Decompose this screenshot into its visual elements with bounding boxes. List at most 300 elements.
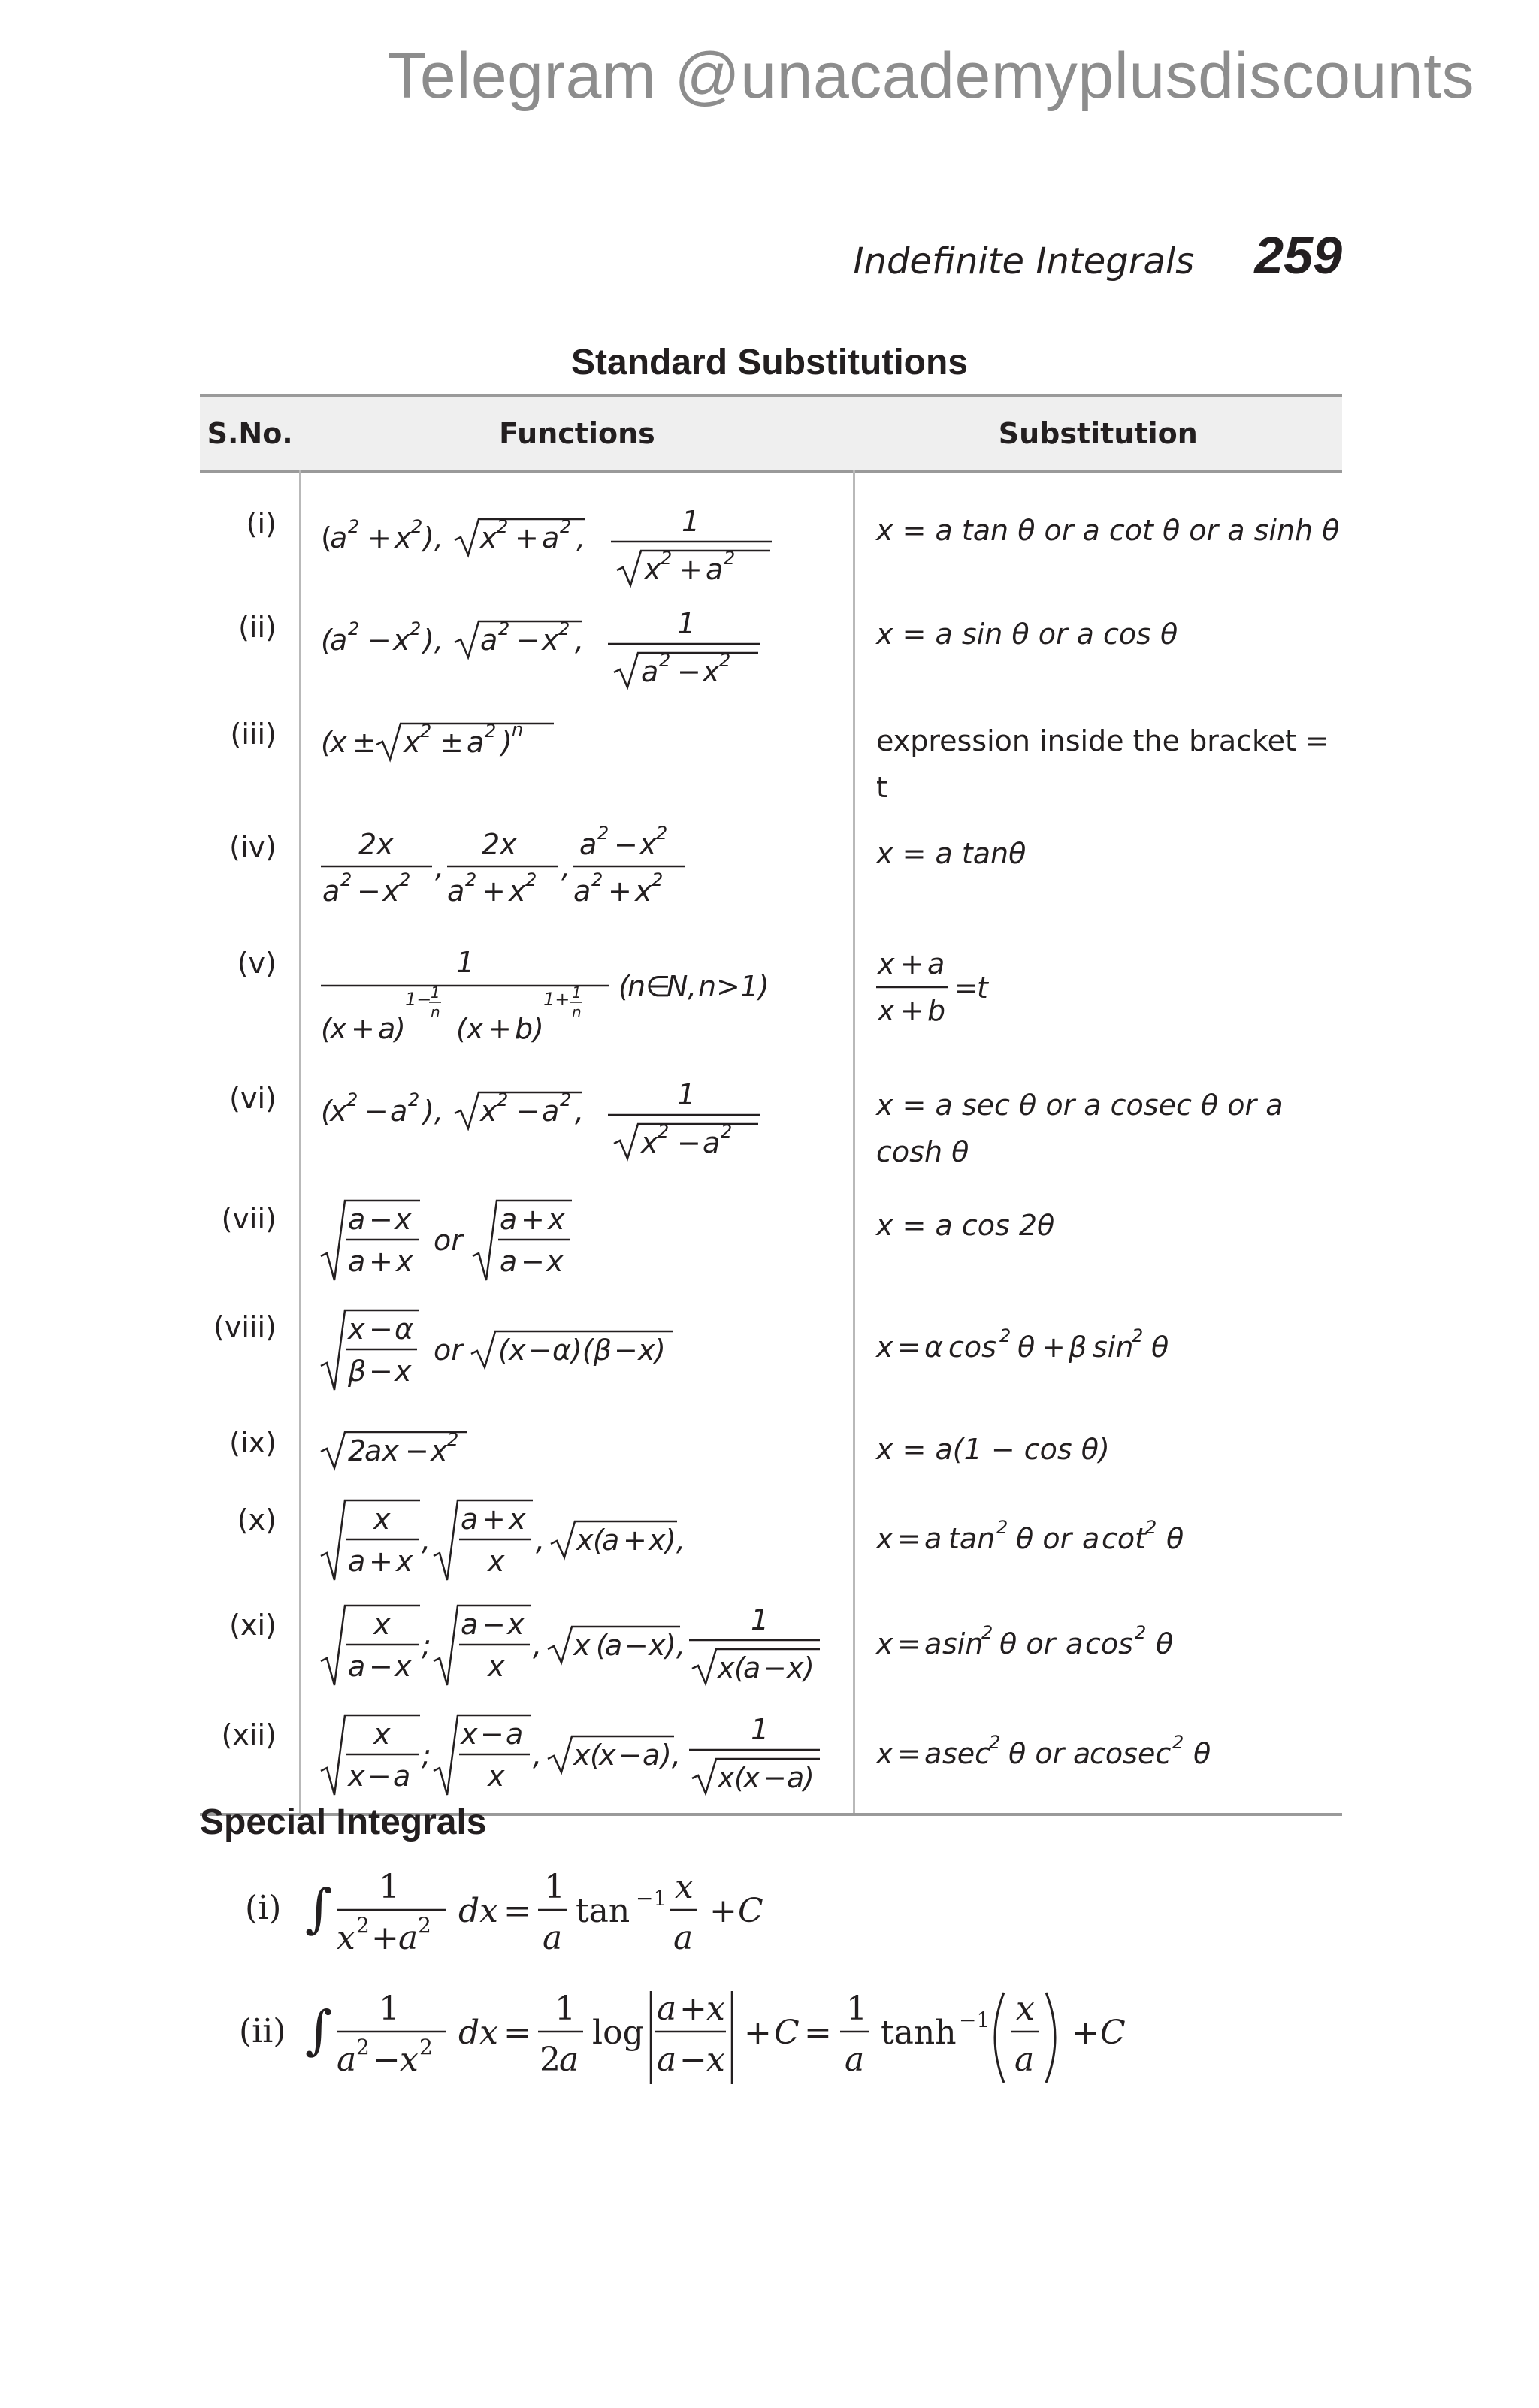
row-substitution-cell (854, 927, 1343, 1062)
svg-text:a: a (657, 2041, 677, 2079)
functions-math (321, 1592, 847, 1690)
row-number: (viii) (213, 1310, 277, 1343)
svg-text:+: + (900, 994, 924, 1027)
svg-text:2: 2 (591, 869, 603, 890)
svg-text:x: x (598, 1739, 616, 1772)
svg-text:θ: θ (1017, 1331, 1036, 1364)
svg-text:+: + (607, 875, 632, 908)
svg-text:sec: sec (942, 1737, 991, 1770)
svg-text:2: 2 (1145, 1517, 1157, 1538)
svg-text:a: a (446, 875, 465, 908)
svg-text:a: a (845, 2041, 865, 2079)
svg-text:x: x (394, 1203, 412, 1236)
svg-text:2: 2 (446, 1429, 459, 1450)
svg-text:x: x (394, 1650, 412, 1683)
svg-text:−: − (679, 2041, 707, 2079)
svg-text:x: x (547, 1203, 565, 1236)
svg-text:x: x (643, 553, 661, 586)
svg-text:),: ), (664, 1524, 685, 1557)
page-number: 259 (1254, 226, 1342, 285)
svg-text:θ: θ (1151, 1331, 1169, 1364)
row-number: (iv) (229, 830, 277, 863)
svg-text:a: a (329, 521, 348, 554)
svg-text:x: x (337, 1919, 355, 1957)
svg-text:x: x (329, 726, 347, 759)
special-integral-2 (239, 1982, 1222, 2087)
svg-text:a: a (786, 1761, 805, 1794)
svg-text:=: = (897, 1331, 921, 1364)
svg-text:n: n (571, 1003, 582, 1021)
row-number: (xii) (221, 1718, 277, 1751)
row-functions (300, 811, 854, 927)
svg-text:x: x (634, 875, 652, 908)
svg-text:x: x (347, 1313, 365, 1346)
svg-text:+: + (367, 521, 392, 554)
svg-text:2: 2 (597, 823, 609, 844)
svg-text:1: 1 (455, 946, 475, 979)
svg-text:,: , (535, 1524, 545, 1557)
table-row (200, 1291, 1342, 1406)
svg-text:x: x (706, 2041, 725, 2079)
svg-text:−: − (367, 624, 392, 657)
row-substitution: expression inside the bracket = t (876, 724, 1329, 804)
svg-text:x: x (395, 1245, 413, 1278)
svg-text:a: a (573, 875, 591, 908)
svg-text:x: x (508, 1334, 526, 1367)
svg-text:log: log (592, 2014, 644, 2052)
svg-text:a: a (392, 1760, 411, 1793)
svg-text:x: x (702, 655, 720, 688)
svg-text:+: + (514, 521, 539, 554)
svg-text:): ) (500, 726, 512, 759)
functions-math (321, 596, 847, 693)
svg-text:2: 2 (989, 1732, 1001, 1753)
svg-text:n: n (430, 1003, 440, 1021)
row-substitution: x = a tanθ (876, 837, 1027, 870)
svg-text:θ or: θ or (1008, 1737, 1065, 1770)
svg-text:a: a (640, 655, 659, 688)
svg-text:a: a (347, 1203, 366, 1236)
svg-text:2: 2 (723, 548, 736, 569)
functions-math (321, 933, 847, 1053)
svg-text:a: a (347, 1650, 366, 1683)
svg-text:−: − (368, 1313, 393, 1346)
svg-text:),: ), (664, 1629, 685, 1662)
svg-text:+: + (678, 553, 703, 586)
substitution-math (876, 1488, 1342, 1571)
svg-text:2: 2 (398, 869, 411, 890)
svg-text:=: = (897, 1627, 921, 1660)
svg-text:−: − (762, 1651, 787, 1684)
svg-text:,: , (532, 1629, 542, 1662)
svg-text:x: x (373, 1718, 391, 1751)
substitution-math (876, 1297, 1342, 1379)
svg-text:∫: ∫ (305, 1999, 333, 2061)
svg-text:1: 1 (379, 1868, 400, 1906)
svg-text:cos: cos (948, 1331, 996, 1364)
row-functions (300, 1062, 854, 1183)
svg-text:x: x (639, 828, 657, 861)
svg-text:α: α (394, 1313, 413, 1346)
svg-text:n: n (511, 719, 524, 740)
svg-text:−: − (624, 1629, 649, 1662)
functions-math (321, 1297, 847, 1394)
svg-text:cos: cos (1085, 1627, 1133, 1660)
svg-text:2: 2 (996, 1517, 1008, 1538)
svg-text:a: a (322, 875, 340, 908)
svg-text:2: 2 (999, 1325, 1011, 1346)
svg-text:a: a (579, 828, 597, 861)
table-row (200, 1589, 1342, 1699)
svg-text:1: 1 (430, 983, 440, 1002)
special-integral-1 (245, 1862, 921, 1959)
svg-text:2: 2 (356, 2035, 370, 2059)
svg-text:x: x (479, 1095, 497, 1128)
functions-math (321, 494, 847, 591)
svg-text:dx: dx (458, 2014, 498, 2052)
svg-text:x: x (876, 1331, 893, 1364)
svg-text:a: a (927, 947, 945, 980)
svg-text:x: x (675, 1868, 694, 1906)
svg-text:2: 2 (658, 650, 671, 671)
svg-text:+: + (481, 875, 506, 908)
svg-text:−: − (528, 1334, 552, 1367)
table-header-row (200, 395, 1342, 472)
svg-text:x: x (878, 994, 895, 1027)
svg-text:x: x (487, 1545, 505, 1578)
svg-text:(: ( (589, 1739, 601, 1772)
svg-text:n: n (627, 970, 646, 1003)
svg-text:x: x (487, 1760, 505, 1793)
substitution-math (876, 1703, 1342, 1786)
special-integrals-title: Special Integrals (200, 1802, 487, 1842)
svg-text:x: x (394, 1355, 412, 1388)
row-functions (300, 1484, 854, 1589)
svg-text:,: , (687, 970, 697, 1003)
svg-text:∫: ∫ (305, 1878, 333, 1939)
svg-text:2: 2 (358, 828, 377, 861)
svg-text:2: 2 (347, 618, 360, 639)
svg-text:x: x (876, 1737, 893, 1770)
svg-text:a: a (460, 1503, 479, 1536)
svg-text:2: 2 (651, 869, 664, 890)
watermark: Telegram @unacademyplusdiscounts (387, 40, 1474, 112)
row-number: (vii) (221, 1202, 277, 1235)
row-number: (x) (237, 1503, 277, 1536)
svg-text:+: + (350, 1012, 375, 1045)
svg-text:x: x (573, 1629, 591, 1662)
svg-text:−: − (762, 1761, 787, 1794)
row-number: (vi) (229, 1082, 277, 1115)
svg-text:x: x (876, 1522, 893, 1555)
svg-text:2: 2 (540, 2041, 561, 2079)
svg-text:x: x (508, 1503, 526, 1536)
svg-text:C: C (738, 1892, 763, 1930)
svg-text:(: ( (455, 1012, 467, 1045)
header-functions: Functions (300, 395, 854, 472)
running-head (853, 225, 1342, 286)
row-functions (300, 1699, 854, 1814)
svg-text:x: x (373, 1503, 391, 1536)
svg-text:x: x (576, 1524, 594, 1557)
svg-text:θ: θ (1156, 1627, 1174, 1660)
svg-text:2: 2 (657, 1121, 670, 1142)
row-substitution: x = a cos 2θ (876, 1209, 1055, 1242)
svg-text:a: a (657, 1990, 677, 2028)
svg-text:x: x (329, 1012, 347, 1045)
svg-text:2: 2 (660, 548, 673, 569)
functions-math (321, 705, 847, 773)
svg-text:1: 1 (750, 1713, 770, 1746)
functions-math (321, 1702, 847, 1799)
svg-text:2: 2 (1172, 1732, 1184, 1753)
row-number: (i) (246, 507, 277, 540)
svg-text:,: , (576, 521, 585, 554)
svg-text:a: a (742, 1651, 761, 1684)
svg-text:(: ( (595, 1629, 607, 1662)
svg-text:): ) (532, 1012, 544, 1045)
svg-text:+: + (709, 1892, 737, 1930)
svg-text:θ: θ (1193, 1737, 1211, 1770)
svg-text:x: x (1016, 1990, 1035, 2028)
svg-text:;: ; (421, 1629, 431, 1662)
table-row (200, 591, 1342, 698)
svg-text:(i): (i) (245, 1889, 282, 1927)
table-row (200, 1699, 1342, 1814)
svg-text:2: 2 (718, 650, 731, 671)
svg-text:−: − (516, 624, 540, 657)
svg-text:a: a (337, 2041, 357, 2079)
row-functions (300, 1589, 854, 1699)
svg-text:=: = (954, 971, 978, 1005)
svg-text:−: − (404, 1434, 429, 1467)
svg-text:=: = (503, 2014, 531, 2052)
svg-text:−: − (367, 1760, 392, 1793)
svg-text:a: a (505, 1718, 524, 1751)
svg-text:2: 2 (655, 823, 668, 844)
svg-text:−: − (481, 1608, 506, 1641)
svg-text:a: a (1073, 1737, 1091, 1770)
svg-text:,: , (434, 851, 444, 884)
svg-text:−: − (368, 1650, 393, 1683)
svg-text:+: + (481, 1503, 506, 1536)
svg-text:+: + (1042, 1331, 1066, 1364)
svg-text:β: β (1069, 1331, 1087, 1364)
svg-text:θ: θ (1166, 1522, 1184, 1555)
svg-text:(ii): (ii) (239, 2012, 286, 2050)
svg-text:2: 2 (981, 1622, 993, 1643)
row-number: (v) (237, 947, 277, 980)
svg-text:x: x (546, 1245, 564, 1278)
svg-text:(: ( (320, 1012, 332, 1045)
svg-text:+: + (368, 1545, 393, 1578)
svg-text:2: 2 (347, 1434, 367, 1467)
running-title: Indefinite Integrals (853, 240, 1195, 282)
svg-text:1: 1 (555, 1990, 576, 2028)
row-number: (ix) (229, 1426, 277, 1459)
svg-text:+: + (371, 1919, 399, 1957)
row-functions (300, 698, 854, 811)
table-row (200, 1484, 1342, 1589)
svg-text:−: − (520, 1245, 545, 1278)
svg-text:−: − (368, 1355, 393, 1388)
svg-text:x: x (460, 1718, 478, 1751)
svg-text:tan: tan (948, 1522, 996, 1555)
svg-text:2: 2 (340, 869, 352, 890)
svg-text:2: 2 (346, 1089, 358, 1110)
svg-text:a: a (1014, 2041, 1035, 2079)
svg-text:−: − (676, 1126, 701, 1159)
svg-text:x: x (742, 1761, 760, 1794)
svg-text:t: t (977, 971, 988, 1005)
svg-text:): ) (803, 1651, 815, 1684)
svg-text:): ) (394, 1012, 406, 1045)
integral-formula-1 (245, 1862, 921, 1959)
svg-text:−: − (613, 1334, 638, 1367)
svg-text:b: b (514, 1012, 533, 1045)
svg-text:1: 1 (750, 1603, 770, 1636)
svg-text:x: x (648, 1629, 666, 1662)
svg-text:2: 2 (419, 721, 432, 742)
table-row (200, 811, 1342, 927)
svg-text:dx: dx (458, 1892, 498, 1930)
svg-text:): ) (803, 1761, 815, 1794)
substitutions-table (200, 394, 1342, 1816)
functions-math (321, 1412, 847, 1480)
svg-text:−: − (676, 655, 701, 688)
svg-text:C: C (774, 2014, 800, 2052)
svg-text:a: a (499, 1203, 518, 1236)
table-row (200, 472, 1342, 592)
svg-text:),: ), (422, 521, 443, 554)
svg-text:+: + (520, 1203, 545, 1236)
svg-text:tanh: tanh (881, 2014, 957, 2052)
svg-text:1: 1 (676, 1078, 696, 1111)
svg-text:−: − (356, 875, 381, 908)
row-functions (300, 1291, 854, 1406)
svg-text:a: a (499, 1245, 518, 1278)
integral-formula-2 (239, 1982, 1222, 2087)
svg-text:(: ( (320, 521, 332, 554)
svg-text:2: 2 (496, 1089, 509, 1110)
table-row (200, 698, 1342, 811)
svg-text:1+: 1+ (543, 989, 570, 1010)
svg-text:x: x (403, 726, 421, 759)
svg-text:2: 2 (419, 2035, 433, 2059)
svg-text:(: ( (733, 1761, 745, 1794)
row-number: (xi) (229, 1609, 277, 1642)
row-substitution: x = a sec θ or a cosec θ or a cosh θ (876, 1089, 1284, 1168)
svg-text:x: x (640, 1126, 658, 1159)
svg-text:a: a (329, 624, 348, 657)
svg-text:+: + (679, 1990, 707, 2028)
svg-text:(: ( (618, 970, 630, 1003)
svg-text:a: a (1082, 1522, 1100, 1555)
svg-text:a: a (543, 1919, 563, 1957)
svg-text:1: 1 (681, 505, 700, 538)
svg-text:(: ( (320, 1095, 332, 1128)
svg-text:,: , (532, 1739, 542, 1772)
svg-text:,: , (421, 1524, 431, 1557)
svg-text:a: a (601, 1524, 620, 1557)
svg-text:a: a (460, 1608, 479, 1641)
svg-text:a: a (541, 1095, 560, 1128)
svg-text:x: x (395, 1545, 413, 1578)
svg-text:(: ( (320, 726, 332, 759)
svg-text:x: x (878, 947, 895, 980)
svg-text:a: a (924, 1522, 942, 1555)
svg-text:a: a (705, 553, 724, 586)
svg-text:x: x (373, 1608, 391, 1641)
svg-text:x: x (430, 1434, 448, 1467)
row-substitution-cell (854, 1699, 1343, 1814)
svg-text:a: a (642, 1739, 661, 1772)
svg-text:a: a (673, 1919, 694, 1957)
svg-text:x: x (717, 1761, 735, 1794)
svg-text:2: 2 (481, 828, 500, 861)
substitution-math (876, 938, 1102, 1043)
svg-text:(: ( (497, 1334, 509, 1367)
svg-text:2: 2 (1135, 1622, 1147, 1643)
svg-text:a: a (604, 1629, 623, 1662)
svg-text:2: 2 (1132, 1325, 1144, 1346)
svg-text:θ or: θ or (1016, 1522, 1072, 1555)
svg-text:N: N (666, 970, 688, 1003)
row-substitution-cell (854, 1291, 1343, 1406)
svg-text:x: x (329, 1095, 347, 1128)
svg-text:a: a (541, 521, 560, 554)
svg-text:x: x (876, 1627, 893, 1660)
svg-text:β: β (347, 1355, 367, 1388)
svg-text:x: x (786, 1651, 804, 1684)
svg-text:x: x (392, 624, 410, 657)
svg-text:x: x (347, 1760, 365, 1793)
svg-text:a: a (377, 1012, 396, 1045)
svg-text:or: or (433, 1334, 463, 1367)
svg-text:2: 2 (720, 1121, 733, 1142)
svg-text:1: 1 (676, 607, 696, 640)
svg-text:−: − (364, 1095, 389, 1128)
svg-text:a: a (702, 1126, 721, 1159)
row-functions (300, 472, 854, 592)
svg-text:(: ( (733, 1651, 745, 1684)
svg-text:−1: −1 (959, 2008, 990, 2032)
svg-text:1: 1 (379, 1990, 400, 2028)
table-row (200, 1406, 1342, 1484)
svg-text:−: − (368, 1203, 393, 1236)
svg-text:1: 1 (571, 983, 582, 1002)
row-number: (ii) (238, 611, 277, 644)
svg-text:=: = (503, 1892, 531, 1930)
svg-text:2: 2 (418, 1913, 431, 1938)
svg-text:x: x (466, 1012, 484, 1045)
svg-text:x: x (400, 2041, 419, 2079)
svg-text:2: 2 (559, 1089, 572, 1110)
row-substitution-cell (854, 1589, 1343, 1699)
row-substitution-cell (854, 1484, 1343, 1589)
table-row (200, 1183, 1342, 1291)
svg-text:x: x (573, 1739, 591, 1772)
row-functions (300, 1406, 854, 1484)
svg-text:±: ± (439, 726, 464, 759)
svg-text:1: 1 (846, 1990, 867, 2028)
svg-text:,: , (574, 1095, 584, 1128)
standard-substitutions-title: Standard Substitutions (571, 343, 968, 382)
row-functions (300, 927, 854, 1062)
svg-text:x: x (487, 1650, 505, 1683)
svg-text:,: , (561, 851, 570, 884)
svg-text:,: , (574, 624, 584, 657)
